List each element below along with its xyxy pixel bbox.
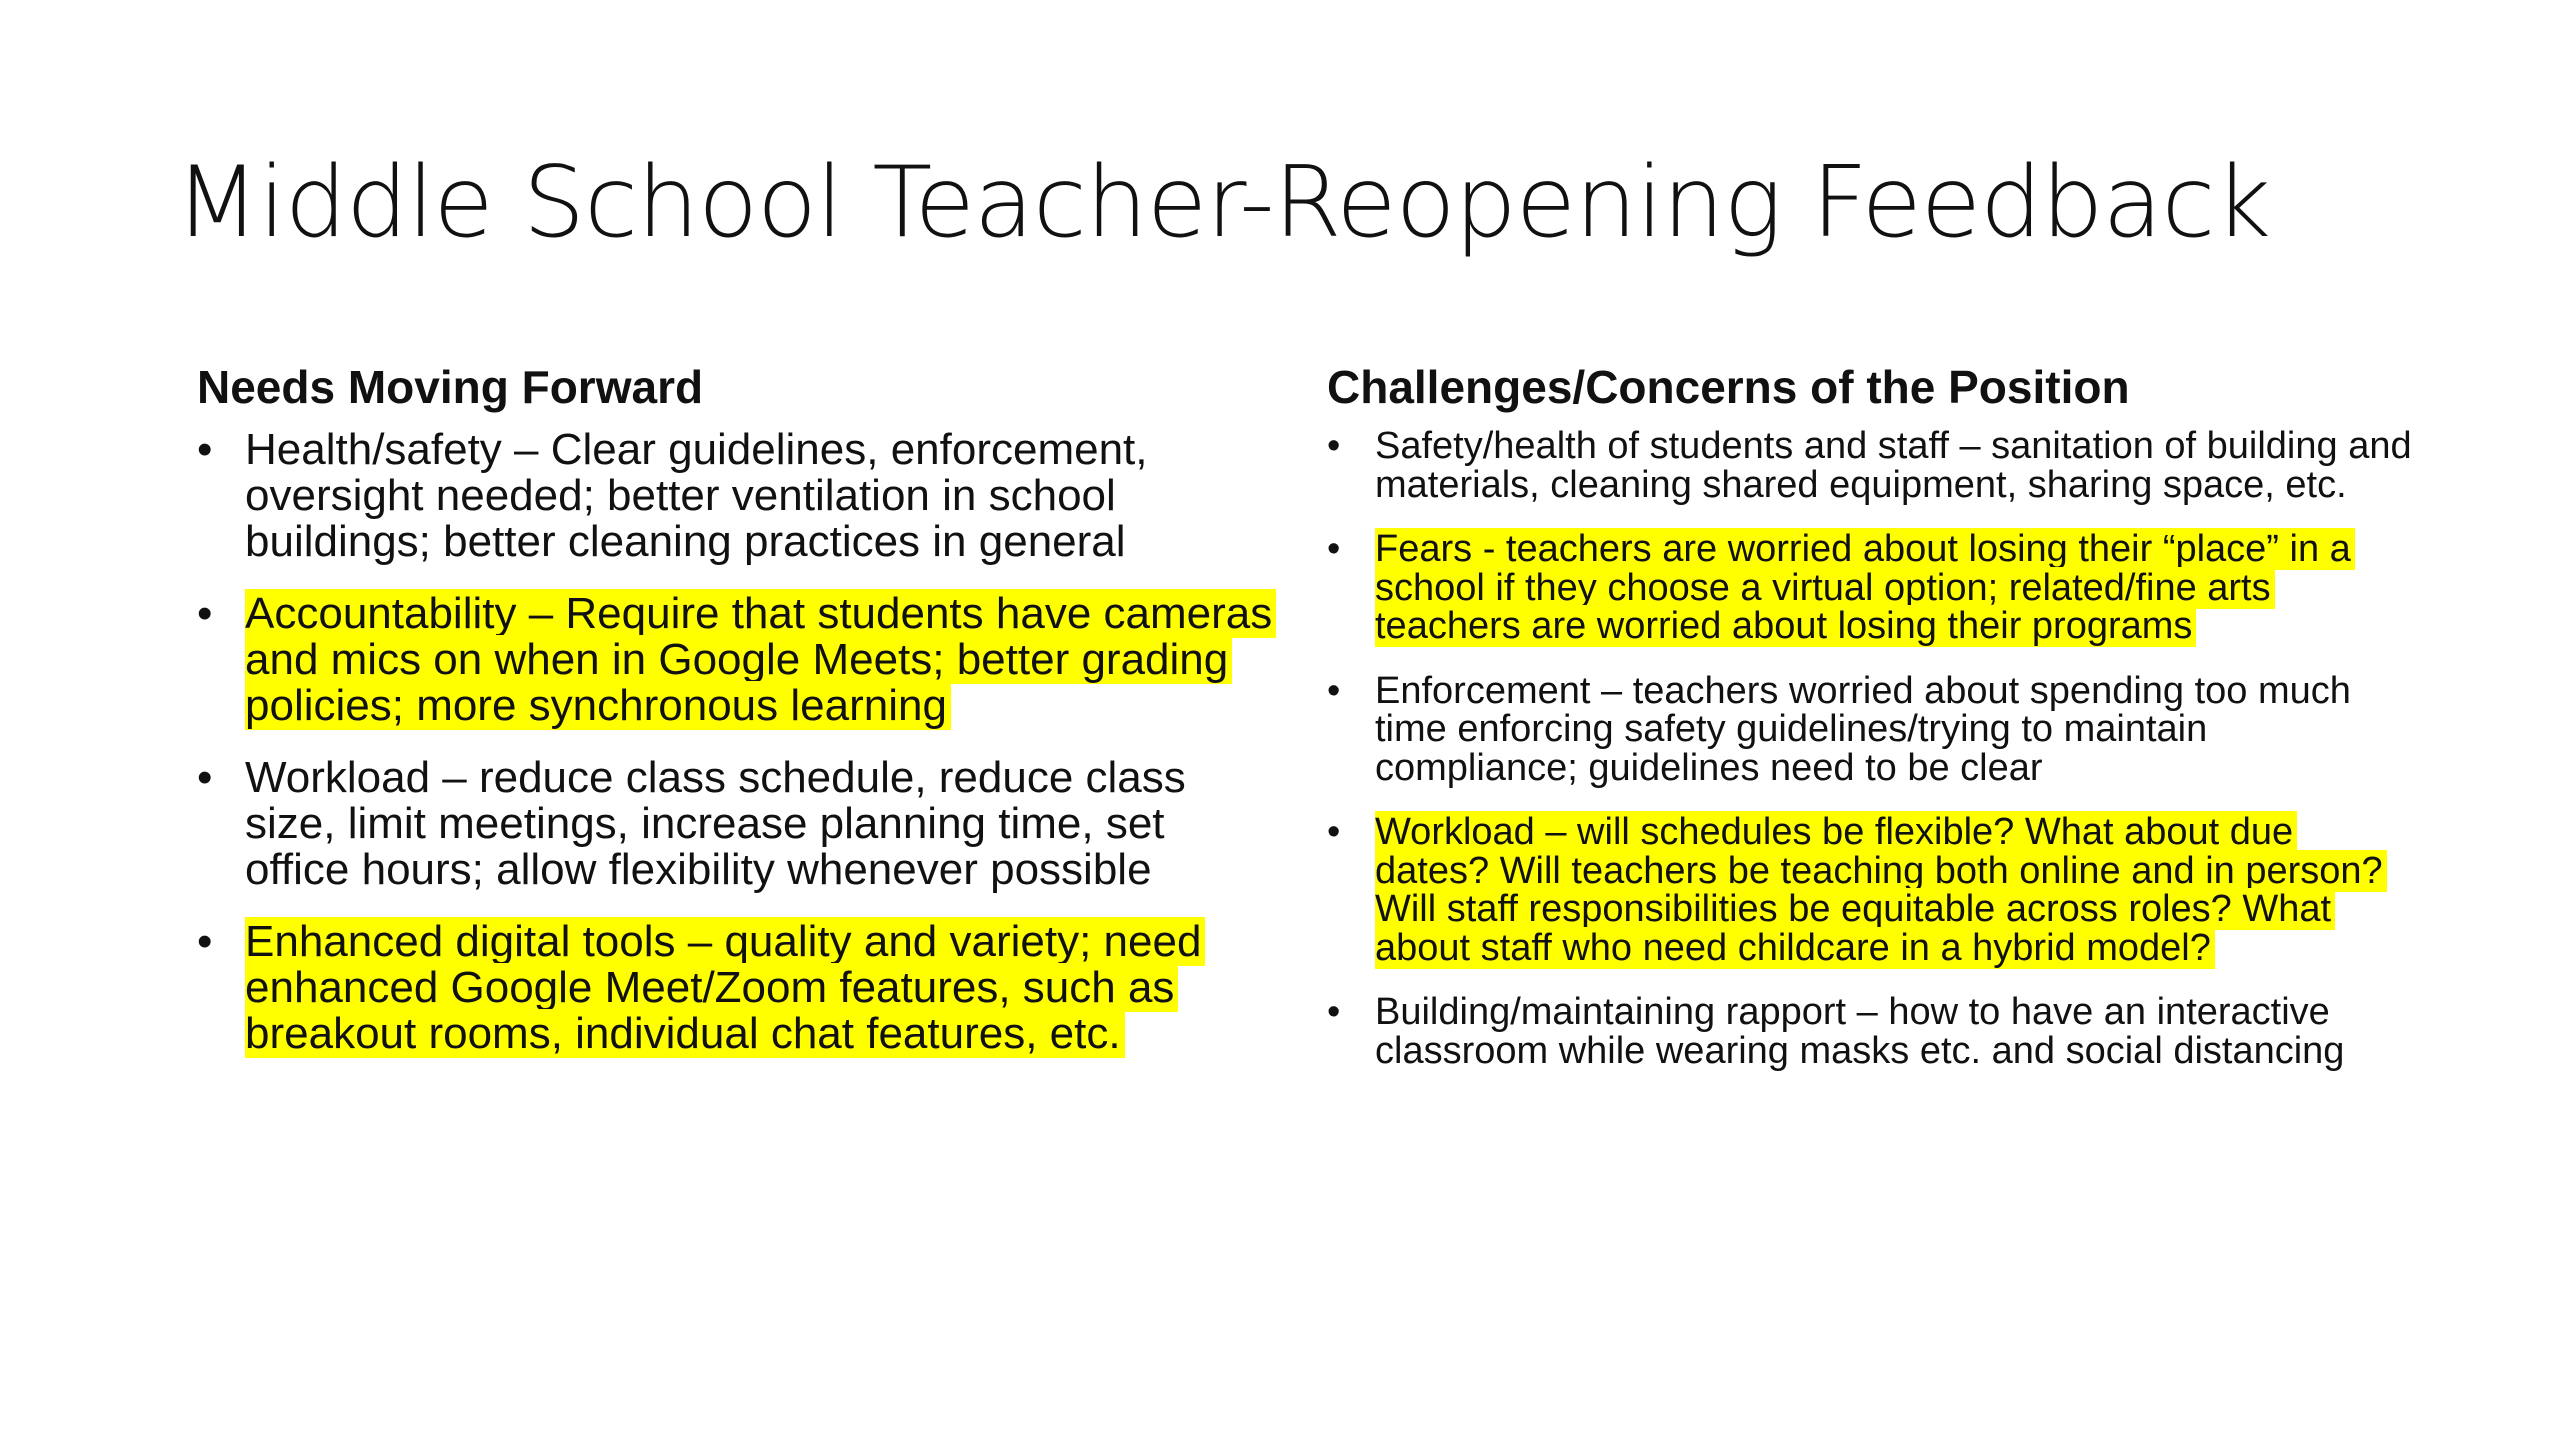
challenges-item-text: Enforcement – teachers worried about spending too much time enforcing safety guidelines/trying to maintain compliance; guidelines need to be clear [1375, 669, 2351, 789]
needs-item-digital-tools [197, 919, 1277, 1057]
slide-title: Middle School Teacher-Reopening Feedback [175, 146, 2271, 260]
challenges-column [1327, 360, 2417, 1096]
needs-item-text: Health/safety – Clear guidelines, enforcement, oversight needed; better ventilation in school buildings; better cleaning practices in general [245, 425, 1148, 567]
needs-list [197, 427, 1277, 1057]
challenges-item-text: Safety/health of students and staff – sanitation of building and materials, cleaning shared equipment, sharing space, etc. [1375, 425, 2412, 506]
challenges-item-rapport [1327, 993, 2417, 1070]
needs-item-text-highlighted: Enhanced digital tools – quality and variety; need enhanced Google Meet/Zoom features, such as breakout rooms, individual chat features, etc. [245, 917, 1205, 1058]
challenges-item-workload [1327, 813, 2417, 967]
challenges-item-text-highlighted: Workload – will schedules be flexible? What about due dates? Will teachers be teaching both online and in person? Will staff responsibilities be equitable across roles? What about staff who need childcare in a hybrid model? [1375, 811, 2387, 969]
challenges-item-enforcement [1327, 669, 2417, 789]
needs-item-text: Workload – reduce class schedule, reduce class size, limit meetings, increase planning time, set office hours; allow flexibility whenever possible [245, 753, 1186, 895]
needs-item-workload [197, 755, 1277, 893]
challenges-item-text: Building/maintaining rapport – how to have an interactive classroom while wearing masks etc. and social distancing [1375, 991, 2345, 1072]
needs-item-accountability [197, 591, 1277, 729]
needs-item-text-highlighted: Accountability – Require that students have cameras and mics on when in Google Meets; better grading policies; more synchronous learning [245, 589, 1276, 730]
needs-column [197, 360, 1277, 1083]
needs-item-health-safety [197, 427, 1277, 565]
challenges-list [1327, 427, 2417, 1070]
challenges-item-fears [1327, 530, 2417, 646]
needs-heading: Needs Moving Forward [197, 361, 704, 413]
challenges-heading: Challenges/Concerns of the Position [1327, 361, 2130, 413]
challenges-item-safety-health [1327, 427, 2417, 504]
challenges-item-text-highlighted: Fears - teachers are worried about losing their “place” in a school if they choose a virtual option; related/fine arts teachers are worried about losing their programs [1375, 528, 2355, 647]
